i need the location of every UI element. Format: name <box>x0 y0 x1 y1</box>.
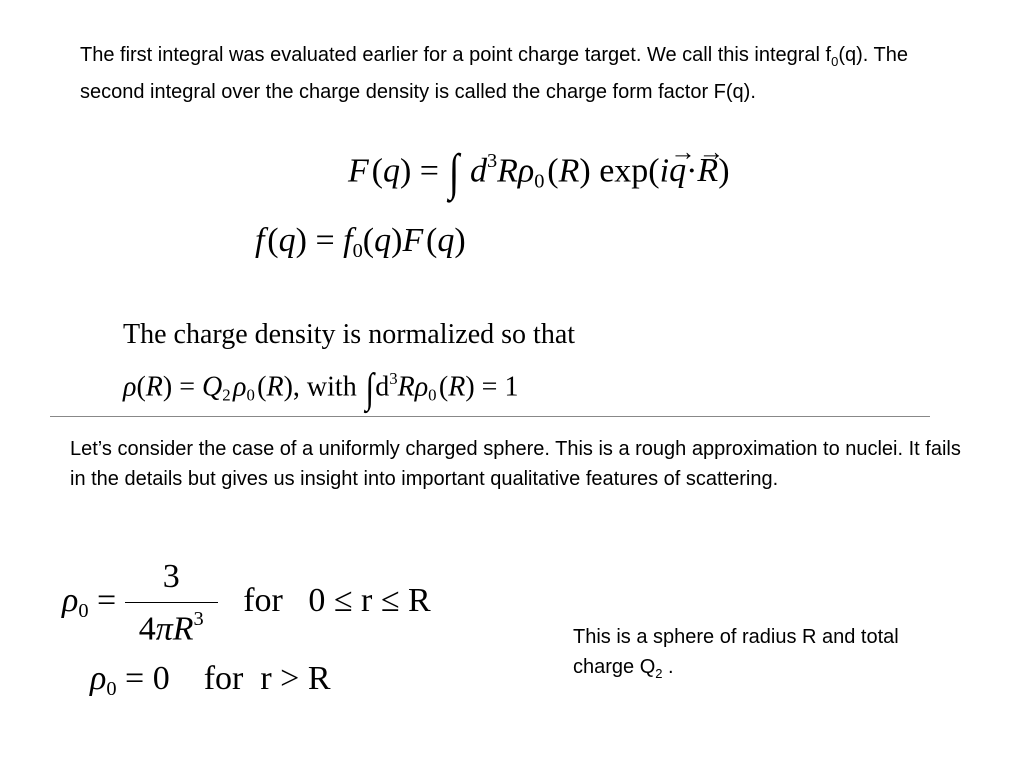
intro-subscript: 0 <box>831 54 839 69</box>
normalization-heading: The charge density is normalized so that <box>123 319 576 350</box>
intro-text-a: The first integral was evaluated earlier for a point charge target. We call this integral f <box>80 44 832 66</box>
equation-rho-outside: $\rho_0 = 0$ for r > R <box>90 660 331 701</box>
equation-form-factor: F (q) = ∫ $d^3R\rho_0$ (R) exp(i→ q·→ R) <box>348 148 730 199</box>
equation-normalization: $\rho(R) = Q_2$ $\rho_0$ (R), with $\int d^3R\rho_0$ (R) = 1 <box>123 366 519 412</box>
equation-rho-inside: $\rho_0$ = $\frac{3}{4\pi R^3}$ for 0 ≤ r ≤ R <box>62 558 431 648</box>
sphere-note-subscript: 2 <box>655 666 663 681</box>
fraction: $\frac{3}{4\pi R^3}$ <box>125 560 218 646</box>
sphere-note-text-b: . <box>662 656 674 678</box>
intro-paragraph <box>80 40 970 107</box>
sphere-note <box>573 622 903 689</box>
intro-text-b: (q). The second integral over the charge density is called the charge form factor F(q). <box>80 44 909 103</box>
equation-f-of-q: f $(q) = f_0(q)F$ (q) <box>255 222 466 263</box>
divider-line <box>50 416 930 417</box>
sphere-note-text-a: This is a sphere of radius R and total charge Q <box>573 626 899 678</box>
sphere-paragraph: Let’s consider the case of a uniformly charged sphere. This is a rough approximation to nuclei. It fails in the details but gives us insight into important qualitative features of scattering. <box>70 438 961 490</box>
